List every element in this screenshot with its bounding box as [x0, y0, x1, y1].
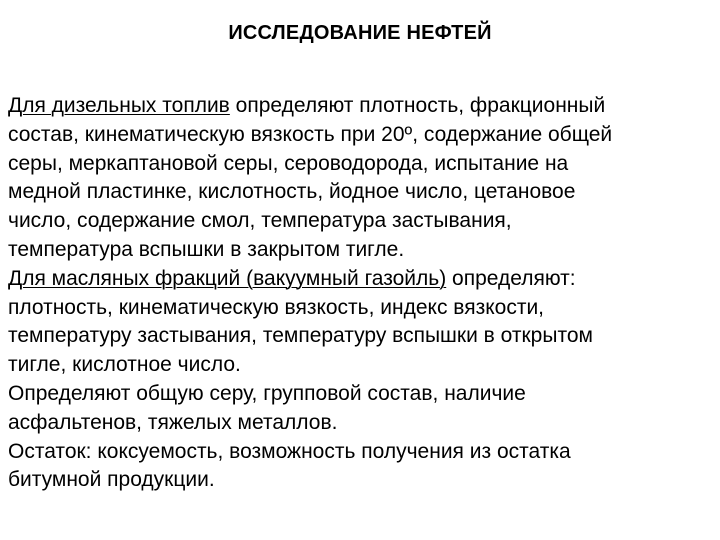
paragraph-diesel-line-2: состав, кинематическую вязкость при 20º, содержание общей — [8, 122, 613, 146]
diesel-fuels-heading: Для дизельных топлив — [8, 94, 230, 117]
slide-title: ИССЛЕДОВАНИЕ НЕФТЕЙ — [228, 22, 492, 44]
paragraph-general-line-2: асфальтенов, тяжелых металлов. — [8, 410, 338, 434]
paragraph-diesel-line-4: медной пластинке, кислотность, йодное число, цетановое — [8, 180, 576, 204]
paragraph-general-line-1: Определяют общую серу, групповой состав, наличие — [8, 381, 526, 405]
paragraph-oil-line-4: тигле, кислотное число. — [8, 353, 241, 377]
diesel-line-1-rest: определяют плотность, фракционный — [229, 94, 606, 117]
oil-fractions-heading: Для масляных фракций (вакуумный газойль) — [8, 266, 447, 290]
paragraph-diesel-line-3: серы, меркаптановой серы, сероводорода, испытание на — [8, 151, 569, 175]
paragraph-oil-line-2: плотность, кинематическую вязкость, индекс вязкости, — [8, 295, 545, 319]
paragraph-diesel-line-6: температура вспышки в закрытом тигле. — [8, 237, 405, 261]
slide-body — [8, 92, 714, 495]
paragraph-diesel-line-1 — [8, 92, 714, 121]
paragraph-oil-line-3: температуру застывания, температуру вспышки в открытом — [8, 324, 593, 348]
paragraph-residue-line-2: битумной продукции. — [8, 468, 215, 492]
paragraph-oil-line-1 — [8, 265, 714, 294]
paragraph-residue-line-1: Остаток: коксуемость, возможность получения из остатка — [8, 439, 571, 463]
oil-line-1-rest: определяют: — [446, 266, 576, 290]
paragraph-diesel-line-5: число, содержание смол, температура застывания, — [8, 209, 512, 233]
